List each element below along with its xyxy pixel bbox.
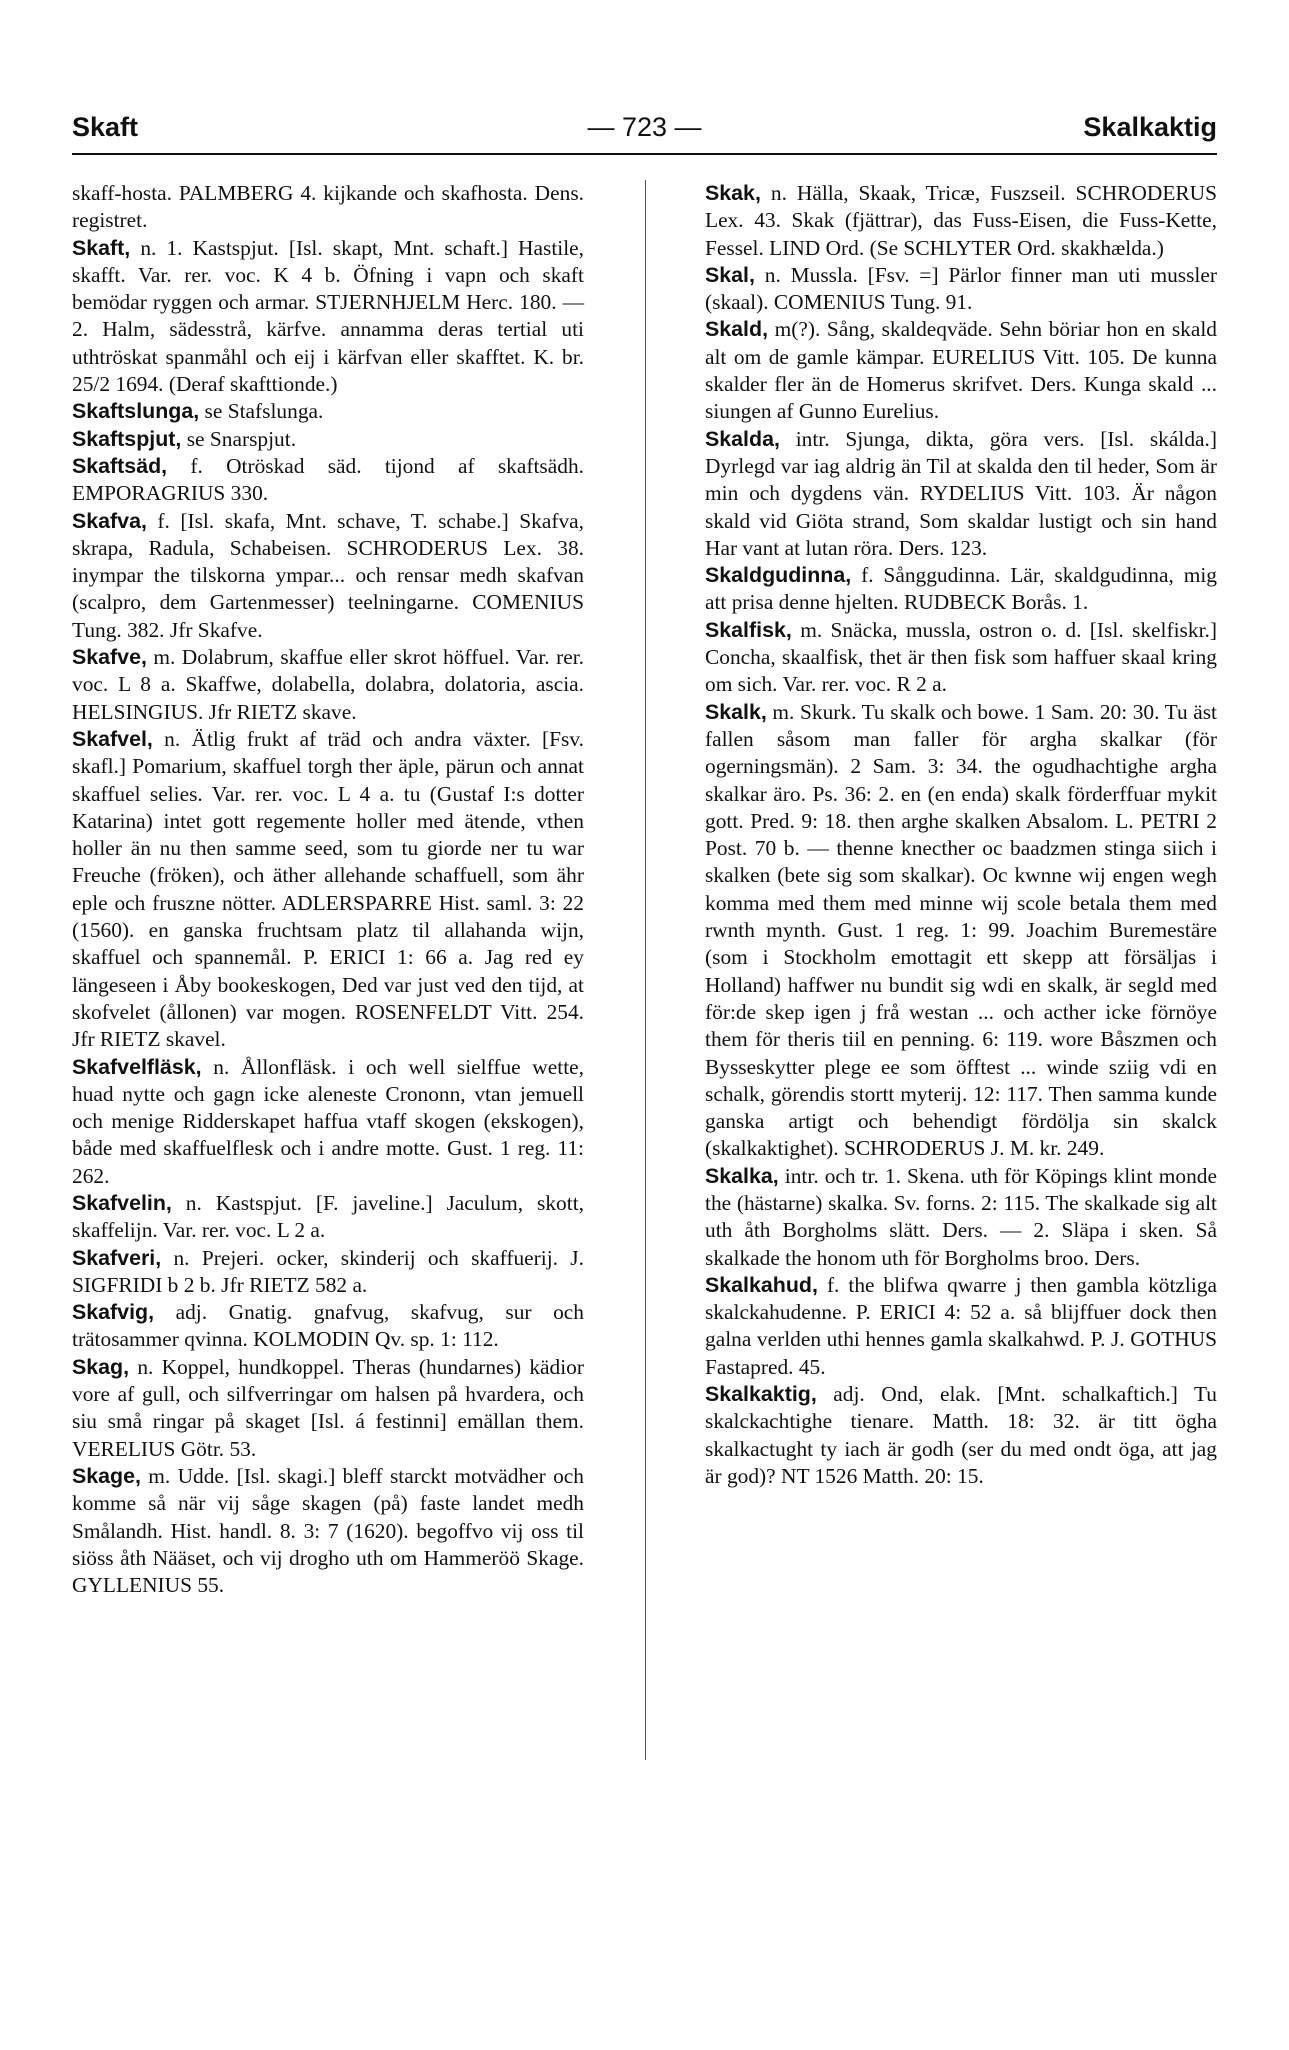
entry-definition: intr. och tr. 1. Skena. uth för Köpings klint monde the (hästarne) skalka. Sv. forns. 2: 115. The skalkade sig alt uth åth Borgholms slätt. Ders. — 2. Släpa i sken. Så skalkade the honom uth för Borgholms broo. Ders. [705,1163,1217,1270]
entry-headword: Skaftspjut, [72,426,182,451]
entry-headword: Skaft, [72,235,131,260]
entry-definition: f. the blifwa qwarre j then gambla kötzliga skalckahudenne. P. ERICI 4: 52 a. så blijffuer dock then galna verlden uthi hennes gamla skalkahwd. P. J. GOTHUS Fastapred. 45. [705,1272,1217,1379]
dictionary-entry [705,699,1217,1163]
entry-headword: Skalkaktig, [705,1382,817,1407]
entry-definition: se Stafslunga. [204,399,324,424]
entry-headword: Skak, [705,181,761,205]
dictionary-entry [72,1354,584,1463]
entry-headword: Skafveri, [72,1245,162,1270]
entry-definition: n. Koppel, hundkoppel. Theras (hundarnes) kädior vore af gull, och silfverringar om halsen på hvardera, och siu små ringar på skaget [Isl. á festinni] emällan them. VERELIUS Götr. 53. [72,1354,584,1461]
entry-definition: m(?). Sång, skaldeqväde. Sehn böriar hon en skald alt om de gamle kämpar. EURELIUS Vitt. 105. De kunna skalder fler än de Homerus skrifvet. Ders. Kunga skald ... siungen af Gunno Eurelius. [705,317,1217,424]
entry-definition: n. Hälla, Skaak, Tricæ, Fuszseil. SCHRODERUS Lex. 43. Skak (fjättrar), das Fuss-Eisen, die Fuss-Kette, Fessel. LIND Ord. (Se SCHLYTER Ord. skakhælda.) [705,181,1218,260]
entry-definition: n. Prejeri. ocker, skinderij och skaffuerij. J. SIGFRIDI b 2 b. Jfr RIETZ 582 a. [72,1245,584,1297]
entry-definition: intr. Sjunga, dikta, göra vers. [Isl. skálda.] Dyrlegd var iag aldrig än Til at skalda den til heder, Som är min och dygdens vän. RYDELIUS Vitt. 103. Är någon skald vid Giöta strand, Som skaldar lustigt och sin hand Har vant at lutan röra. Ders. 123. [705,426,1217,560]
dictionary-entry [72,1463,584,1599]
column-divider [645,180,646,1760]
entry-headword: Skafve, [72,645,147,670]
dictionary-entry [72,426,584,453]
entry-definition: n. Ållonfläsk. i och well sielffue wette, huad nytte och gagn icke aleneste Crononn, vtan jemuell och menige Ridderskapet haffua vtaff skogen (ekskogen), både med skaffuelflesk och i andre motte. Gust. 1 reg. 11: 262. [72,1054,584,1188]
entry-headword: Skalk, [705,699,767,724]
dictionary-entry [705,1381,1217,1490]
dictionary-entry [705,426,1217,562]
header-right-keyword: Skalkaktig [1083,112,1217,142]
entry-headword: Skalfisk, [705,617,792,642]
running-header [72,112,1217,146]
entry-definition: f. Sånggudinna. Lär, skaldgudinna, mig att prisa denne hjelten. RUDBECK Borås. 1. [705,563,1217,615]
entry-definition: n. Mussla. [Fsv. =] Pärlor finner man uti mussler (skaal). COMENIUS Tung. 91. [705,262,1217,315]
dictionary-entry [72,453,584,508]
dictionary-entry [72,508,584,644]
entry-headword: Skalda, [705,426,780,451]
entry-definition: skaff-hosta. PALMBERG 4. kijkande och skafhosta. Dens. registret. [72,181,584,233]
dictionary-entry [72,180,584,235]
entry-headword: Skaftslunga, [72,399,200,424]
dictionary-entry [72,235,584,399]
entry-headword: Skafvig, [72,1300,155,1325]
entry-headword: Skage, [72,1463,141,1488]
dictionary-entry [72,398,584,425]
dictionary-entry [705,262,1217,317]
dictionary-entry [705,180,1217,262]
entry-headword: Skald, [705,317,769,342]
dictionary-entry [705,1272,1217,1381]
dictionary-entry [72,1245,584,1300]
header-left-keyword: Skaft [72,112,139,142]
entry-headword: Skaldgudinna, [705,563,852,588]
entry-headword: Skafva, [72,508,147,533]
entry-headword: Skalka, [705,1163,779,1188]
dictionary-entry [72,1190,584,1245]
entry-headword: Skag, [72,1354,130,1379]
dictionary-entry [72,644,584,726]
entry-headword: Skafvelfläsk, [72,1054,202,1079]
entry-definition: adj. Gnatig. gnafvug, skafvug, sur och trätosammer qvinna. KOLMODIN Qv. sp. 1: 112. [72,1300,584,1352]
entry-definition: n. Ätlig frukt af träd och andra växter. [Fsv. skafl.] Pomarium, skaffuel torgh ther äple, pärun och annat skaffuel selies. Var. rer. voc. L 4 a. tu (Gustaf I:s dotter Katarina) intet gott regemente holler med ätende, vthen holler än nu then samme seed, som tu giorde ner tu war Freuche (fröken), och äther allehande schaffuell, som ähr eple och fruszne nötter. ADLERSPARRE Hist. saml. 3: 22 (1560). en ganska fruchtsam platz til allahanda wijn, skaffuel och spannemål. P. ERICI 1: 66 a. Jag red ey längeseen i Åby bookeskogen, Ded var just ved den tijd, at skofvelet (ållonen) var mogen. ROSENFELDT Vitt. 254. Jfr RIETZ skavel. [72,726,584,1052]
entry-headword: Skaftsäd, [72,453,168,478]
entry-definition: m. Udde. [Isl. skagi.] bleff starckt motvädher och komme så när vij såge skagen (på) faste landet medh Smålandh. Hist. handl. 8. 3: 7 (1620). begoffvo vij oss til siöss åth Nääset, och vij drogho uth om Hammeröö Skage. GYLLENIUS 55. [72,1463,584,1598]
entry-definition: se Snarspjut. [186,426,297,451]
entry-definition: f. [Isl. skafa, Mnt. schave, T. schabe.] Skafva, skrapa, Radula, Schabeisen. SCHRODERUS Lex. 38. inympar the tilskorna ympar... och rensar medh skafvan (scalpro, dem Gartenmesser) teelningarne. COMENIUS Tung. 382. Jfr Skafve. [72,508,584,642]
entry-definition: n. 1. Kastspjut. [Isl. skapt, Mnt. schaft.] Hastile, skafft. Var. rer. voc. K 4 b. Öfning i vapn och skaft bemödar ryggen och armar. STJERNHJELM Herc. 180. — 2. Halm, sädesstrå, kärfve. annamma deras tertial uti uthtröskat spanmåhl och eij i kärfvan eller skafftet. K. br. 25/2 1694. (Deraf skafttionde.) [72,235,584,397]
header-rule [72,153,1217,155]
entry-definition: m. Snäcka, mussla, ostron o. d. [Isl. skelfiskr.] Concha, skaalfisk, thet är then fisk som haffuer skaal kring om sich. Var. rer. voc. R 2 a. [705,617,1217,697]
entry-headword: Skalkahud, [705,1272,818,1297]
entry-headword: Skafvel, [72,726,153,751]
right-column [705,180,1217,1490]
dictionary-entry [72,1054,584,1190]
entry-headword: Skal, [705,262,755,287]
entry-definition: n. Kastspjut. [F. javeline.] Jaculum, skott, skaffelijn. Var. rer. voc. L 2 a. [72,1190,584,1243]
entry-definition: m. Skurk. Tu skalk och bowe. 1 Sam. 20: 30. Tu äst fallen såsom man faller för argha skalkar (för ogerningsmän). 2 Sam. 3: 34. the ogudhachtighe argha skalkar äro. Ps. 36: 2. en (en enda) skalk förderffuar mykit gott. Pred. 9: 18. then arghe skalken Absalom. L. PETRI 2 Post. 70 b. — thenne knecther oc baadzmen stinga siich i skalken (bete sig som skalkar). Oc kwnne wij engen wegh komma med them med minne wij scole betala them med rwnth mynth. Gust. 1 reg. 1: 99. Joachim Buremestäre (som i Stockholm emottagit ett skepp att försäljas i Holland) haffwer nu bundit sig wdi en skalk, är segld med för:de skep igen j frå westan ... och acther icke förnöye them för theris tiil en penning. 6: 119. wore Båszmen och Bysseskytter plege ee som öfftest ... winde sziig vdi en schalk, görendis stortt myterij. 12: 117. Then samma kunde ganska artigt och behendigt fördölja sin skalck (skalkaktighet). SCHRODERUS J. M. kr. 249. [705,699,1217,1161]
entry-definition: m. Dolabrum, skaffue eller skrot höffuel. Var. rer. voc. L 8 a. Skaffwe, dolabella, dolabra, dolatoria, ascia. HELSINGIUS. Jfr RIETZ skave. [72,645,584,724]
dictionary-entry [705,617,1217,699]
dictionary-entry [705,1163,1217,1272]
dictionary-entry [72,1299,584,1354]
entry-definition: f. Otröskad säd. tijond af skaftsädh. EMPORAGRIUS 330. [72,453,584,506]
dictionary-entry [72,726,584,1054]
page-number: — 723 — [587,112,702,142]
dictionary-entry [705,562,1217,617]
dictionary-entry [705,316,1217,425]
entry-definition: adj. Ond, elak. [Mnt. schalkaftich.] Tu skalckachtighe tienare. Matth. 18: 32. är titt ögha skalkactught ty iach är godh (ser du med ondt öga, att jag är god)? NT 1526 Matth. 20: 15. [705,1382,1217,1488]
left-column [72,180,584,1599]
entry-headword: Skafvelin, [72,1190,172,1215]
